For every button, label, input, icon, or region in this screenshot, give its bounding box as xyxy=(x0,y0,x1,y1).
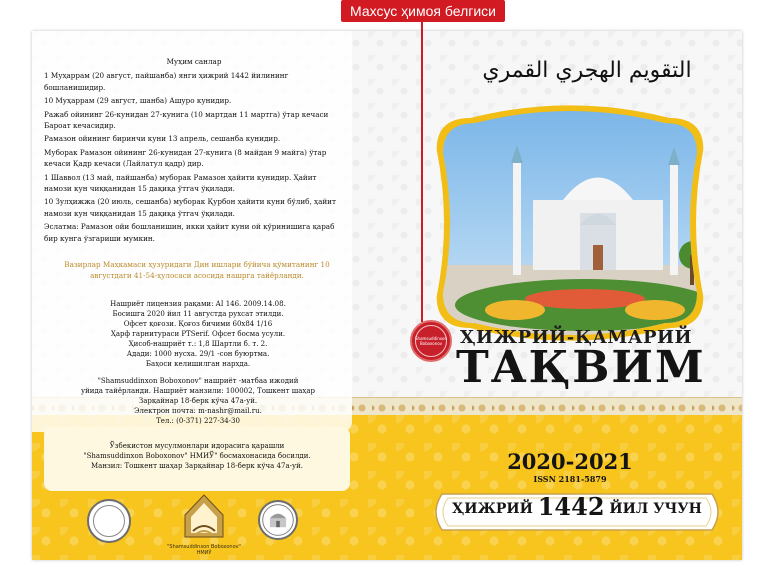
seal-text: Shamsuddinxon Boboxonov xyxy=(415,325,447,357)
imprint-block xyxy=(44,299,352,426)
publisher-email: Электрон почта: m-nashr@mail.ru. xyxy=(134,407,262,415)
arabic-title: التقويم الهجري القمري xyxy=(482,58,692,83)
year-ribbon-text xyxy=(442,492,712,524)
printer-line: Манзил: Тошкент шаҳар Зарқайнар 18-берк кўча 47а-уй. xyxy=(90,462,304,470)
seal-emblem-icon xyxy=(410,320,452,362)
imprint-line: Адади: 1000 нусха. 29/1 -сон буюртма. xyxy=(126,350,270,358)
date-line: Ражаб ойининг 26-кунидан 27-кунига (10 мартдан 11 мартга) ўтар кечаси Бароат кечасидир. xyxy=(44,109,329,131)
book-subtitle: ҲИЖРИЙ-ҚАМАРИЙ xyxy=(459,327,693,348)
organization-logo-left-icon xyxy=(87,499,131,543)
date-line: Муборак Рамазон ойининг 26-кунидан 27-кунига (8 майдан 9 майга) ўтар кечаси Қадр кечаси (Лайлатул қадр) дир. xyxy=(44,147,327,169)
imprint-line: Нашриёт лицензия рақами: AI 146. 2009.14.08. xyxy=(110,300,286,308)
ribbon-post: ЙИЛ УЧУН xyxy=(609,501,702,517)
special-protection-mark-label: Махсус ҳимоя белгиси xyxy=(341,0,505,22)
mosque-photo-icon xyxy=(435,105,705,341)
building-logo-right-icon xyxy=(258,500,298,540)
ribbon-year: 1442 xyxy=(537,492,605,521)
date-line: Рамазон ойининг биринчи куни 13 апрель, сешанба кунидир. xyxy=(44,134,281,144)
important-dates-block xyxy=(44,56,344,246)
ribbon-pre: ҲИЖРИЙ xyxy=(452,501,533,517)
imprint-line: Босишга 2020 йил 11 августда рухсат этилди. xyxy=(112,310,284,318)
publisher-line: Зарқайнар 18-берк кўча 47а-уй. xyxy=(138,397,258,405)
imprint-line: Баҳоси келишилган нархда. xyxy=(145,360,251,368)
printer-line: Ўзбекистон мусулмонлари идорасига қарашли xyxy=(109,442,285,450)
publisher-line: уйида тайёрланди. Нашриёт манзили: 100002, Тошкент шаҳар xyxy=(81,387,315,395)
publisher-line: "Shamsuddinxon Boboxonov" нашриёт -матбаа ижодий xyxy=(97,377,299,385)
issn-label: ISSN 2181-5879 xyxy=(533,474,607,484)
pointer-line xyxy=(421,20,423,322)
decree-note: Вазирлар Маҳкамаси ҳузуридаги Дин ишлари бўйича қўмитанинг 10 августдаги 41-54-ҳулосаси асосида нашрга тайёрланди. xyxy=(64,260,330,280)
printer-info-box xyxy=(44,427,350,491)
date-line: 1 Шаввол (13 май, пайшанба) муборак Рамазон ҳайити кунидир. Ҳайит намози кун чиққанидан 15 дақиқа ўтгач ўқилади. xyxy=(44,172,317,194)
years-label: 2020-2021 xyxy=(507,449,633,474)
publisher-phone: Тел.: (0-371) 227-34-30 xyxy=(156,417,240,425)
date-line: 10 Зулҳижжа (20 июль, сешанба) муборак Қурбон ҳайити куни бўлиб, ҳайит намози кун чиққанидан 15 дақиқа ўтгач ўқилади. xyxy=(44,197,336,218)
imprint-line: Ҳарф гарнитураси PTSerif. Офсет босма усули. xyxy=(110,330,286,338)
important-dates-heading: Муҳим санлар xyxy=(166,57,222,66)
imprint-line: Ҳисоб-нашриёт т.: 1,8 Шартли б. т. 2. xyxy=(128,340,268,348)
date-line: Эслатма: Рамазон ойи бошланишин, икки ҳайит куни ой кўринишига қараб бир кунга ўзгариши мумкин. xyxy=(44,222,335,243)
book-spread xyxy=(32,31,742,560)
printer-line: "Shamsuddinxon Boboxonov" НМИЎ" босмахонасида босилди. xyxy=(83,452,311,460)
imprint-line: Офсет қоғози. Қоғоз бичими 60х84 1/16 xyxy=(123,320,273,328)
book-title: ТАҚВИМ xyxy=(456,342,706,393)
date-line: 10 Муҳаррам (29 август, шанба) Ашуро кунидир. xyxy=(44,96,232,106)
date-line: 1 Муҳаррам (20 август, пайшанба) янги ҳижрий 1442 йилининг бошланишидир. xyxy=(44,71,289,92)
mosque-photo-frame xyxy=(435,105,705,341)
publisher-logo-label: "Shamsuddinxon Boboxonov" НМИЎ xyxy=(167,544,241,556)
